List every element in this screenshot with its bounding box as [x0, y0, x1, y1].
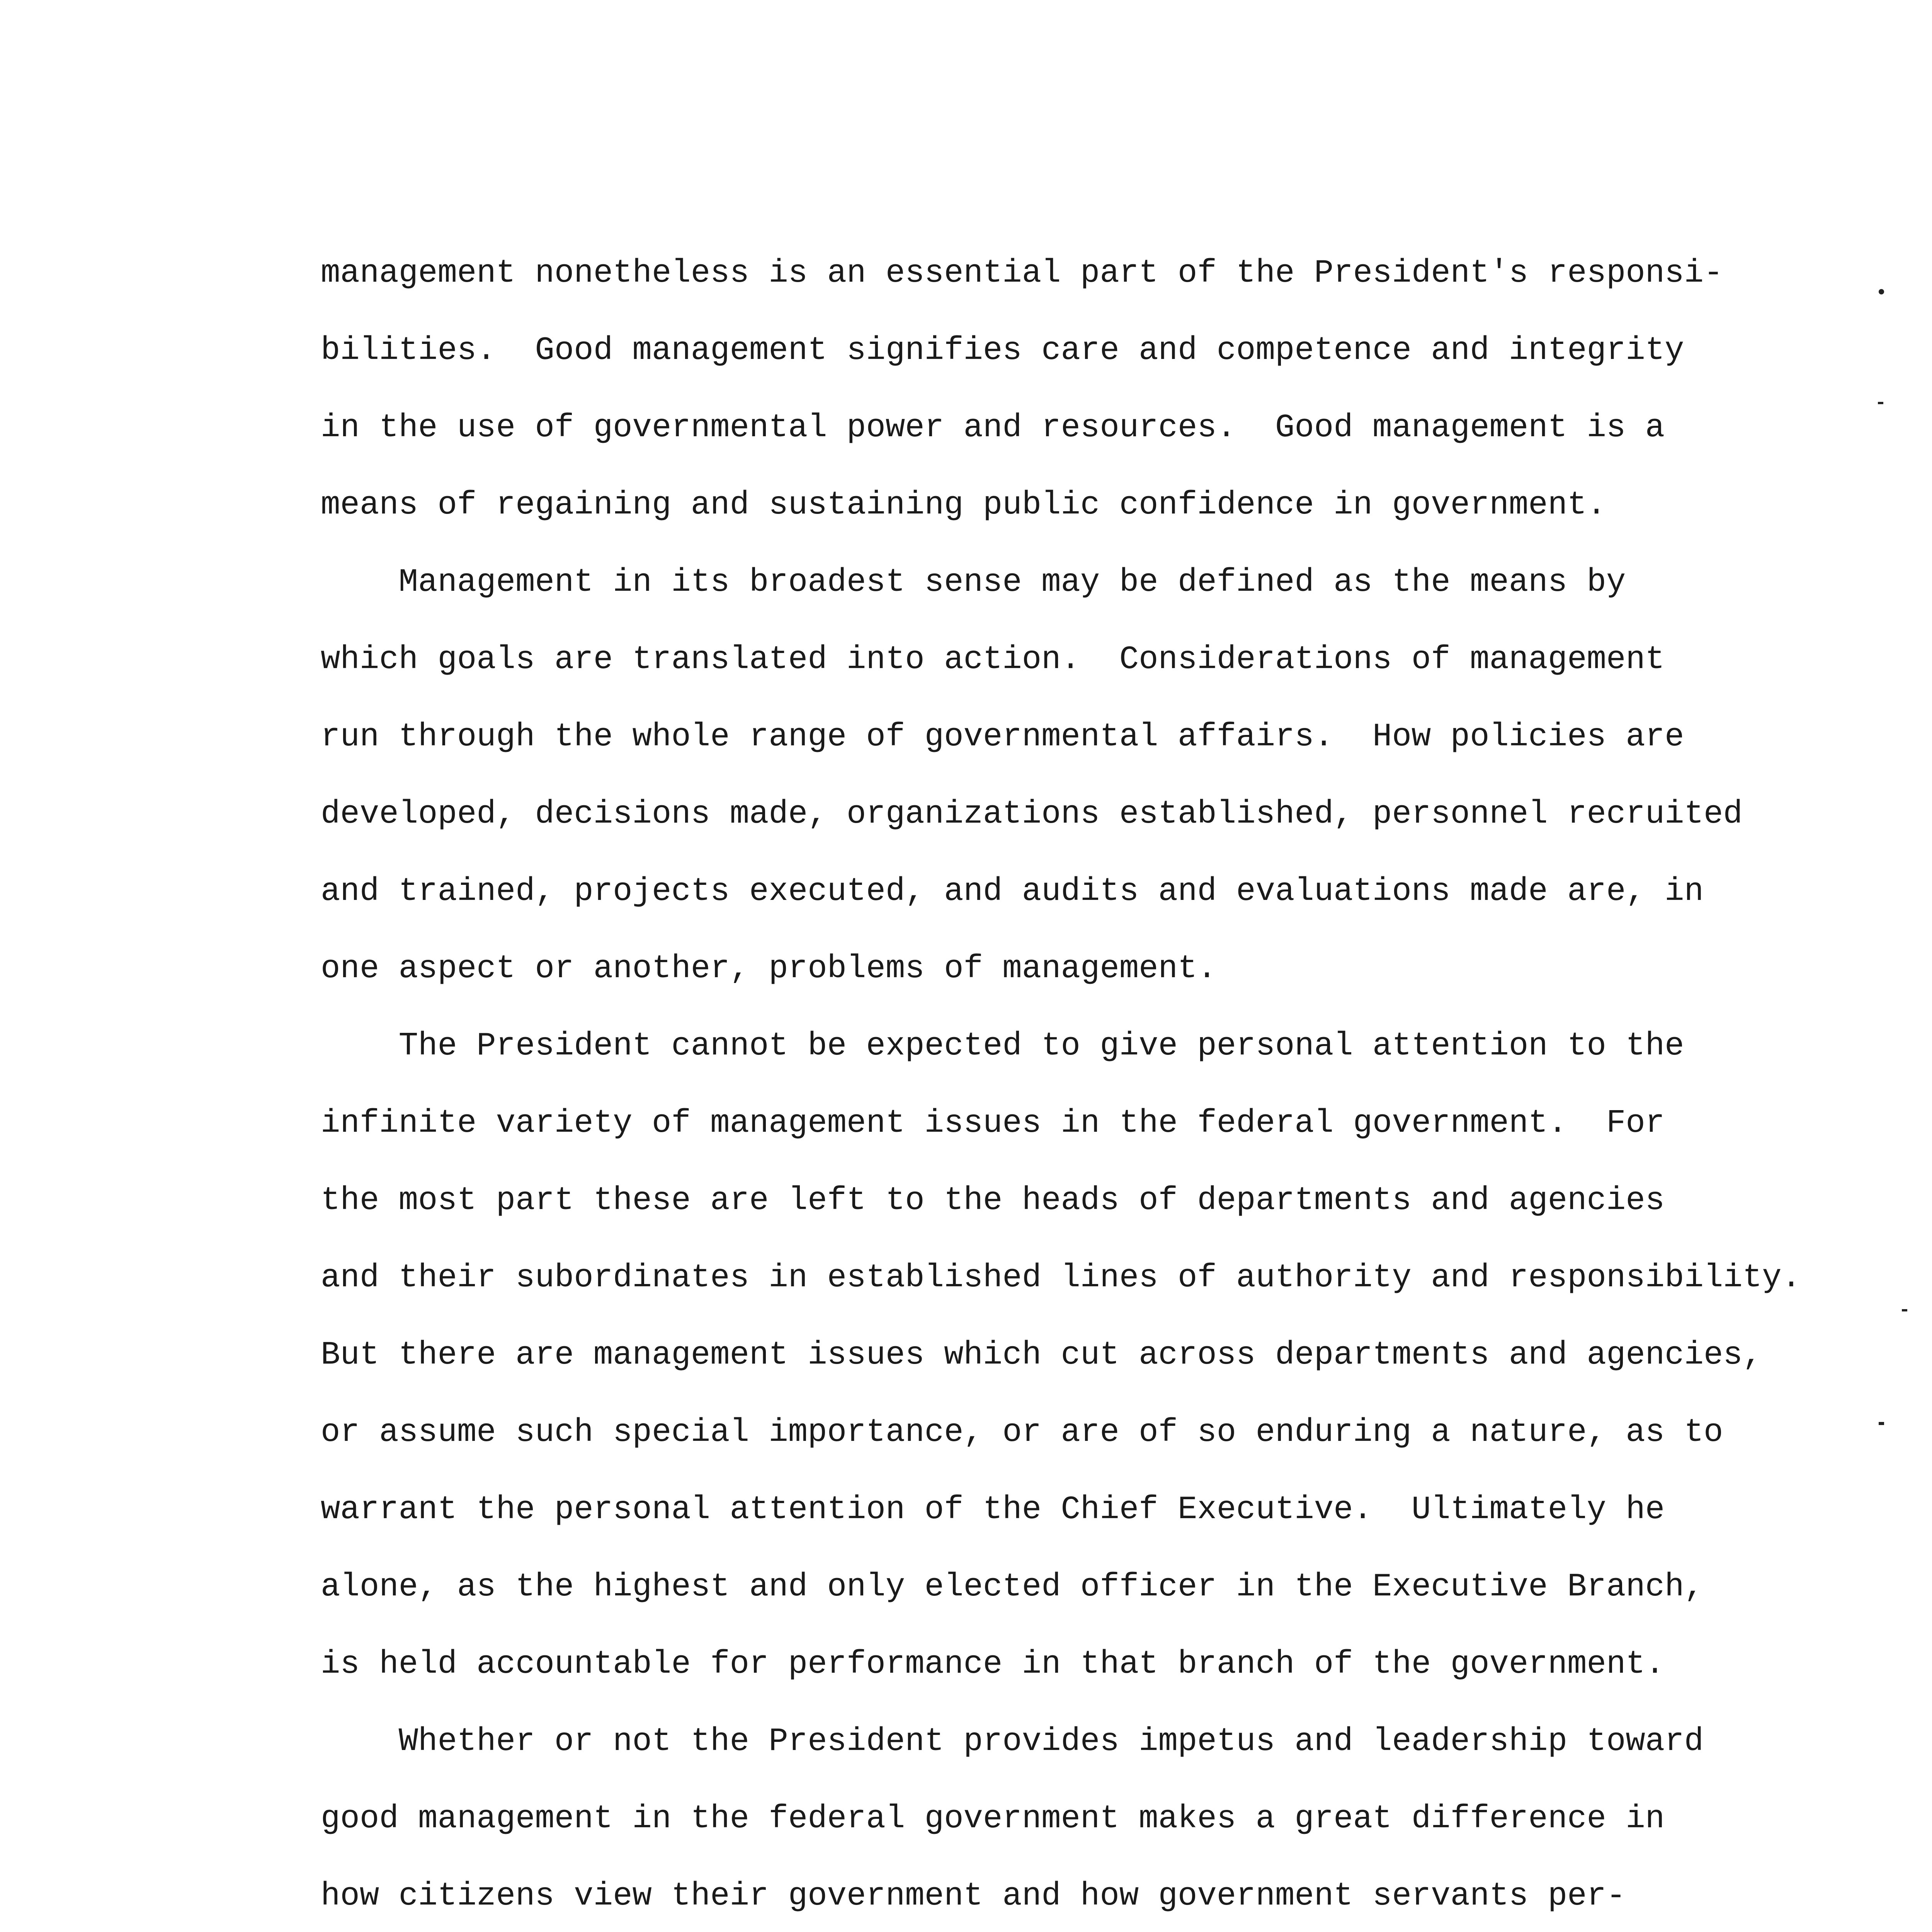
text-line: run through the whole range of governmental affairs. How policies are: [321, 719, 1684, 755]
text-line: which goals are translated into action. Considerations of management: [321, 641, 1665, 678]
text-line: The President cannot be expected to give personal attention to the: [321, 1028, 1684, 1065]
text-line: Whether or not the President provides impetus and leadership toward: [321, 1723, 1704, 1760]
text-line: in the use of governmental power and resources. Good management is a: [321, 410, 1665, 446]
text-line: warrant the personal attention of the Chief Executive. Ultimately he: [321, 1492, 1665, 1528]
text-line: good management in the federal government makes a great difference in: [321, 1801, 1665, 1837]
text-line: and their subordinates in established lines of authority and responsibility.: [321, 1260, 1801, 1296]
scan-speck: [1879, 289, 1884, 294]
text-line: But there are management issues which cut across departments and agencies,: [321, 1337, 1762, 1374]
text-line: the most part these are left to the heads of departments and agencies: [321, 1182, 1665, 1219]
scan-speck: [1902, 1309, 1907, 1311]
text-line: developed, decisions made, organizations established, personnel recruited: [321, 796, 1743, 833]
text-line: one aspect or another, problems of management.: [321, 951, 1217, 987]
text-line: and trained, projects executed, and audits and evaluations made are, in: [321, 873, 1704, 910]
text-line: bilities. Good management signifies care and competence and integrity: [321, 332, 1684, 369]
text-line: alone, as the highest and only elected officer in the Executive Branch,: [321, 1569, 1704, 1605]
text-line: is held accountable for performance in that branch of the government.: [321, 1646, 1665, 1683]
scan-speck: [1879, 1422, 1884, 1425]
text-line: Management in its broadest sense may be defined as the means by: [321, 564, 1626, 601]
text-line: how citizens view their government and how government servants per-: [321, 1878, 1626, 1915]
text-line: infinite variety of management issues in the federal government. For: [321, 1105, 1665, 1142]
text-line: management nonetheless is an essential part of the President's responsi-: [321, 255, 1723, 292]
text-line: or assume such special importance, or are of so enduring a nature, as to: [321, 1414, 1723, 1451]
scan-speck: [1878, 402, 1883, 404]
text-line: means of regaining and sustaining public confidence in government.: [321, 487, 1606, 524]
